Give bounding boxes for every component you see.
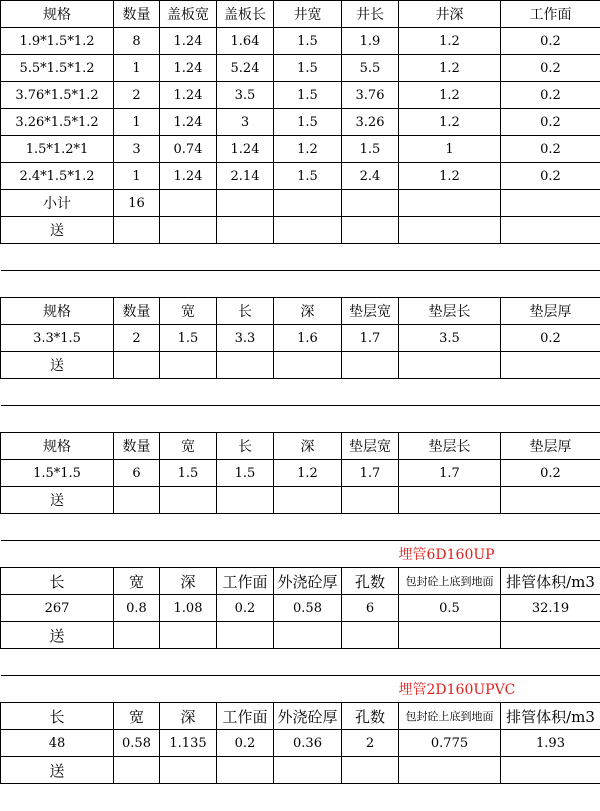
cell[interactable]: 1.135 — [160, 730, 217, 757]
blank-cell[interactable] — [1, 541, 399, 568]
send-label[interactable]: 送 — [1, 757, 114, 784]
t1-h2[interactable]: 盖板宽 — [160, 1, 217, 28]
t5-title-row — [1, 676, 600, 703]
cell[interactable] — [217, 190, 274, 217]
t2-header-row — [1, 298, 600, 325]
cell[interactable]: 1.5 — [342, 136, 399, 163]
cell[interactable] — [342, 622, 399, 649]
blank-row — [1, 514, 600, 541]
t3-h1[interactable]: 数量 — [114, 433, 160, 460]
cell[interactable]: 1.5 — [274, 163, 342, 190]
table-row — [1, 55, 600, 82]
cell[interactable]: 3.3 — [217, 325, 274, 352]
cell[interactable] — [274, 487, 342, 514]
send-label[interactable]: 送 — [1, 352, 114, 379]
send-label[interactable]: 送 — [1, 217, 114, 244]
cell[interactable]: 1.24 — [160, 109, 217, 136]
cell[interactable]: 1.2 — [399, 82, 501, 109]
t1-header-row — [1, 1, 600, 28]
cell[interactable]: 48 — [1, 730, 114, 757]
cell[interactable]: 0.2 — [217, 730, 274, 757]
cell[interactable] — [160, 217, 217, 244]
cell[interactable] — [342, 217, 399, 244]
cell[interactable]: 1.93 — [501, 730, 600, 757]
cell[interactable] — [501, 190, 600, 217]
cell[interactable]: 3.5 — [217, 82, 274, 109]
t5-h4[interactable]: 外浇砼厚 — [274, 703, 342, 730]
cell[interactable]: 0.2 — [501, 136, 600, 163]
cell[interactable]: 0.2 — [501, 55, 600, 82]
cell[interactable] — [217, 352, 274, 379]
cell[interactable]: 1.5 — [274, 28, 342, 55]
cell[interactable] — [274, 757, 342, 784]
table-row — [1, 136, 600, 163]
cell[interactable]: 0.775 — [399, 730, 501, 757]
cell[interactable] — [160, 757, 217, 784]
t1-h6[interactable]: 井深 — [399, 1, 501, 28]
t2-h0[interactable]: 规格 — [1, 298, 114, 325]
t3-h4[interactable]: 深 — [274, 433, 342, 460]
cell[interactable]: 3 — [217, 109, 274, 136]
cell[interactable]: 0.2 — [501, 163, 600, 190]
cell[interactable] — [274, 190, 342, 217]
cell[interactable]: 3.26 — [342, 109, 399, 136]
cell[interactable]: 1 — [114, 109, 160, 136]
table-row — [1, 28, 600, 55]
cell[interactable] — [501, 622, 600, 649]
t3-h6[interactable]: 垫层长 — [399, 433, 501, 460]
cell[interactable]: 0.2 — [217, 595, 274, 622]
cell[interactable]: 1 — [114, 163, 160, 190]
t3-h5[interactable]: 垫层宽 — [342, 433, 399, 460]
t4-title-row — [1, 541, 600, 568]
blank-row — [1, 649, 600, 676]
cell[interactable]: 2.14 — [217, 163, 274, 190]
t4-h1[interactable]: 宽 — [114, 568, 160, 595]
t2-h4[interactable]: 深 — [274, 298, 342, 325]
send-row — [1, 217, 600, 244]
cell[interactable]: 2 — [114, 82, 160, 109]
send-label[interactable]: 送 — [1, 622, 114, 649]
t4-h7[interactable]: 排管体积/m3 — [501, 568, 600, 595]
t4-h3[interactable]: 工作面 — [217, 568, 274, 595]
cell[interactable]: 1.2 — [274, 136, 342, 163]
t5-title[interactable]: 埋管2D160UPVC — [399, 676, 600, 703]
cell[interactable] — [399, 487, 501, 514]
cell[interactable] — [217, 487, 274, 514]
table-row — [1, 460, 600, 487]
cell[interactable] — [217, 622, 274, 649]
cell[interactable]: 32.19 — [501, 595, 600, 622]
t3-h3[interactable]: 长 — [217, 433, 274, 460]
cell[interactable]: 1.5 — [274, 55, 342, 82]
table-row — [1, 82, 600, 109]
t4-title[interactable]: 埋管6D160UP — [399, 541, 600, 568]
cell[interactable]: 0.2 — [501, 28, 600, 55]
cell[interactable]: 1.5*1.5 — [1, 460, 114, 487]
cell[interactable]: 3 — [114, 136, 160, 163]
t4-h4[interactable]: 外浇砼厚 — [274, 568, 342, 595]
blank-row — [1, 244, 600, 271]
t5-h0[interactable]: 长 — [1, 703, 114, 730]
cell[interactable]: 2.4 — [342, 163, 399, 190]
cell[interactable]: 3.76*1.5*1.2 — [1, 82, 114, 109]
cell[interactable] — [160, 622, 217, 649]
cell[interactable]: 6 — [342, 595, 399, 622]
t5-h7[interactable]: 排管体积/m3 — [501, 703, 600, 730]
cell[interactable]: 1.24 — [160, 163, 217, 190]
cell[interactable]: 3.3*1.5 — [1, 325, 114, 352]
cell[interactable]: 2 — [342, 730, 399, 757]
cell[interactable]: 0.2 — [501, 460, 600, 487]
cell[interactable]: 1.5*1.2*1 — [1, 136, 114, 163]
cell[interactable]: 5.5*1.5*1.2 — [1, 55, 114, 82]
t5-h2[interactable]: 深 — [160, 703, 217, 730]
t3-h2[interactable]: 宽 — [160, 433, 217, 460]
cell[interactable] — [217, 757, 274, 784]
cell[interactable] — [501, 217, 600, 244]
cell[interactable]: 1.7 — [399, 460, 501, 487]
t3-h0[interactable]: 规格 — [1, 433, 114, 460]
blank-row — [1, 271, 600, 298]
blank-cell[interactable] — [1, 649, 600, 676]
t3-header-row — [1, 433, 600, 460]
cell[interactable]: 1.24 — [217, 136, 274, 163]
t4-h2[interactable]: 深 — [160, 568, 217, 595]
t5-h3[interactable]: 工作面 — [217, 703, 274, 730]
t2-h5[interactable]: 垫层宽 — [342, 298, 399, 325]
t2-h3[interactable]: 长 — [217, 298, 274, 325]
cell[interactable]: 0.58 — [114, 730, 160, 757]
cell[interactable] — [501, 487, 600, 514]
t5-h6[interactable]: 包封砼上底到地面 — [399, 703, 501, 730]
cell[interactable]: 6 — [114, 460, 160, 487]
cell[interactable] — [114, 757, 160, 784]
blank-cell[interactable] — [1, 379, 600, 406]
cell[interactable] — [342, 487, 399, 514]
cell[interactable]: 0.58 — [274, 595, 342, 622]
t1-h5[interactable]: 井长 — [342, 1, 399, 28]
cell[interactable] — [342, 352, 399, 379]
cell[interactable]: 2.4*1.5*1.2 — [1, 163, 114, 190]
t4-h6[interactable]: 包封砼上底到地面 — [399, 568, 501, 595]
cell[interactable] — [274, 352, 342, 379]
cell[interactable] — [399, 622, 501, 649]
cell[interactable]: 1.64 — [217, 28, 274, 55]
cell[interactable]: 0.2 — [501, 325, 600, 352]
subtotal-value[interactable]: 16 — [114, 190, 160, 217]
cell[interactable]: 1.2 — [399, 28, 501, 55]
t4-h5[interactable]: 孔数 — [342, 568, 399, 595]
cell[interactable]: 0.2 — [501, 109, 600, 136]
t4-h0[interactable]: 长 — [1, 568, 114, 595]
cell[interactable]: 1.08 — [160, 595, 217, 622]
t5-h1[interactable]: 宽 — [114, 703, 160, 730]
cell[interactable]: 3.26*1.5*1.2 — [1, 109, 114, 136]
table-row — [1, 163, 600, 190]
send-row — [1, 487, 600, 514]
cell[interactable] — [399, 352, 501, 379]
cell[interactable] — [160, 190, 217, 217]
cell[interactable] — [114, 217, 160, 244]
cell[interactable]: 1 — [114, 55, 160, 82]
t1-h1[interactable]: 数量 — [114, 1, 160, 28]
cell[interactable]: 1.6 — [274, 325, 342, 352]
cell[interactable] — [399, 757, 501, 784]
cell[interactable]: 1.5 — [274, 109, 342, 136]
cell[interactable] — [342, 190, 399, 217]
cell[interactable]: 1.7 — [342, 325, 399, 352]
cell[interactable]: 0.74 — [160, 136, 217, 163]
cell[interactable] — [274, 217, 342, 244]
cell[interactable]: 1.5 — [274, 82, 342, 109]
blank-cell[interactable] — [1, 271, 600, 298]
t1-h0[interactable]: 规格 — [1, 1, 114, 28]
cell[interactable]: 1.5 — [160, 325, 217, 352]
cell[interactable]: 1.9*1.5*1.2 — [1, 28, 114, 55]
cell[interactable]: 1.7 — [342, 460, 399, 487]
cell[interactable]: 5.24 — [217, 55, 274, 82]
t3-h7[interactable]: 垫层厚 — [501, 433, 600, 460]
table-row — [1, 730, 600, 757]
cell[interactable]: 1.5 — [160, 460, 217, 487]
cell[interactable]: 1.24 — [160, 55, 217, 82]
subtotal-label[interactable]: 小计 — [1, 190, 114, 217]
blank-cell[interactable] — [1, 676, 399, 703]
cell[interactable]: 3.5 — [399, 325, 501, 352]
send-row — [1, 757, 600, 784]
cell[interactable]: 2 — [114, 325, 160, 352]
cell[interactable] — [114, 487, 160, 514]
subtotal-row — [1, 190, 600, 217]
blank-cell[interactable] — [1, 406, 600, 433]
blank-row — [1, 379, 600, 406]
t4-header-row — [1, 568, 600, 595]
cell[interactable]: 1.2 — [274, 460, 342, 487]
t2-h1[interactable]: 数量 — [114, 298, 160, 325]
send-row — [1, 622, 600, 649]
t2-h6[interactable]: 垫层长 — [399, 298, 501, 325]
cell[interactable]: 0.5 — [399, 595, 501, 622]
table-row — [1, 325, 600, 352]
cell[interactable] — [217, 217, 274, 244]
t5-header-row — [1, 703, 600, 730]
cell[interactable]: 1.24 — [160, 28, 217, 55]
cell[interactable]: 5.5 — [342, 55, 399, 82]
cell[interactable]: 1.2 — [399, 109, 501, 136]
blank-cell[interactable] — [1, 514, 600, 541]
cell[interactable]: 0.36 — [274, 730, 342, 757]
cell[interactable]: 1.5 — [217, 460, 274, 487]
cell[interactable] — [114, 352, 160, 379]
cell[interactable] — [399, 217, 501, 244]
cell[interactable]: 267 — [1, 595, 114, 622]
cell[interactable] — [160, 487, 217, 514]
t2-h7[interactable]: 垫层厚 — [501, 298, 600, 325]
cell[interactable] — [399, 190, 501, 217]
table-row — [1, 109, 600, 136]
cell[interactable] — [501, 757, 600, 784]
cell[interactable] — [160, 352, 217, 379]
cell[interactable] — [501, 352, 600, 379]
cell[interactable]: 8 — [114, 28, 160, 55]
t2-h2[interactable]: 宽 — [160, 298, 217, 325]
cell[interactable]: 3.76 — [342, 82, 399, 109]
t1-h4[interactable]: 井宽 — [274, 1, 342, 28]
cell[interactable]: 1.2 — [399, 55, 501, 82]
cell[interactable] — [342, 757, 399, 784]
t1-h7[interactable]: 工作面 — [501, 1, 600, 28]
blank-cell[interactable] — [1, 244, 600, 271]
cell[interactable] — [274, 622, 342, 649]
blank-row — [1, 406, 600, 433]
cell[interactable]: 0.8 — [114, 595, 160, 622]
send-label[interactable]: 送 — [1, 487, 114, 514]
cell[interactable]: 1.2 — [399, 163, 501, 190]
cell[interactable] — [114, 622, 160, 649]
table-row — [1, 595, 600, 622]
cell[interactable]: 0.2 — [501, 82, 600, 109]
cell[interactable]: 1.9 — [342, 28, 399, 55]
send-row — [1, 352, 600, 379]
cell[interactable]: 1.24 — [160, 82, 217, 109]
cell[interactable]: 1 — [399, 136, 501, 163]
t1-h3[interactable]: 盖板长 — [217, 1, 274, 28]
t5-h5[interactable]: 孔数 — [342, 703, 399, 730]
